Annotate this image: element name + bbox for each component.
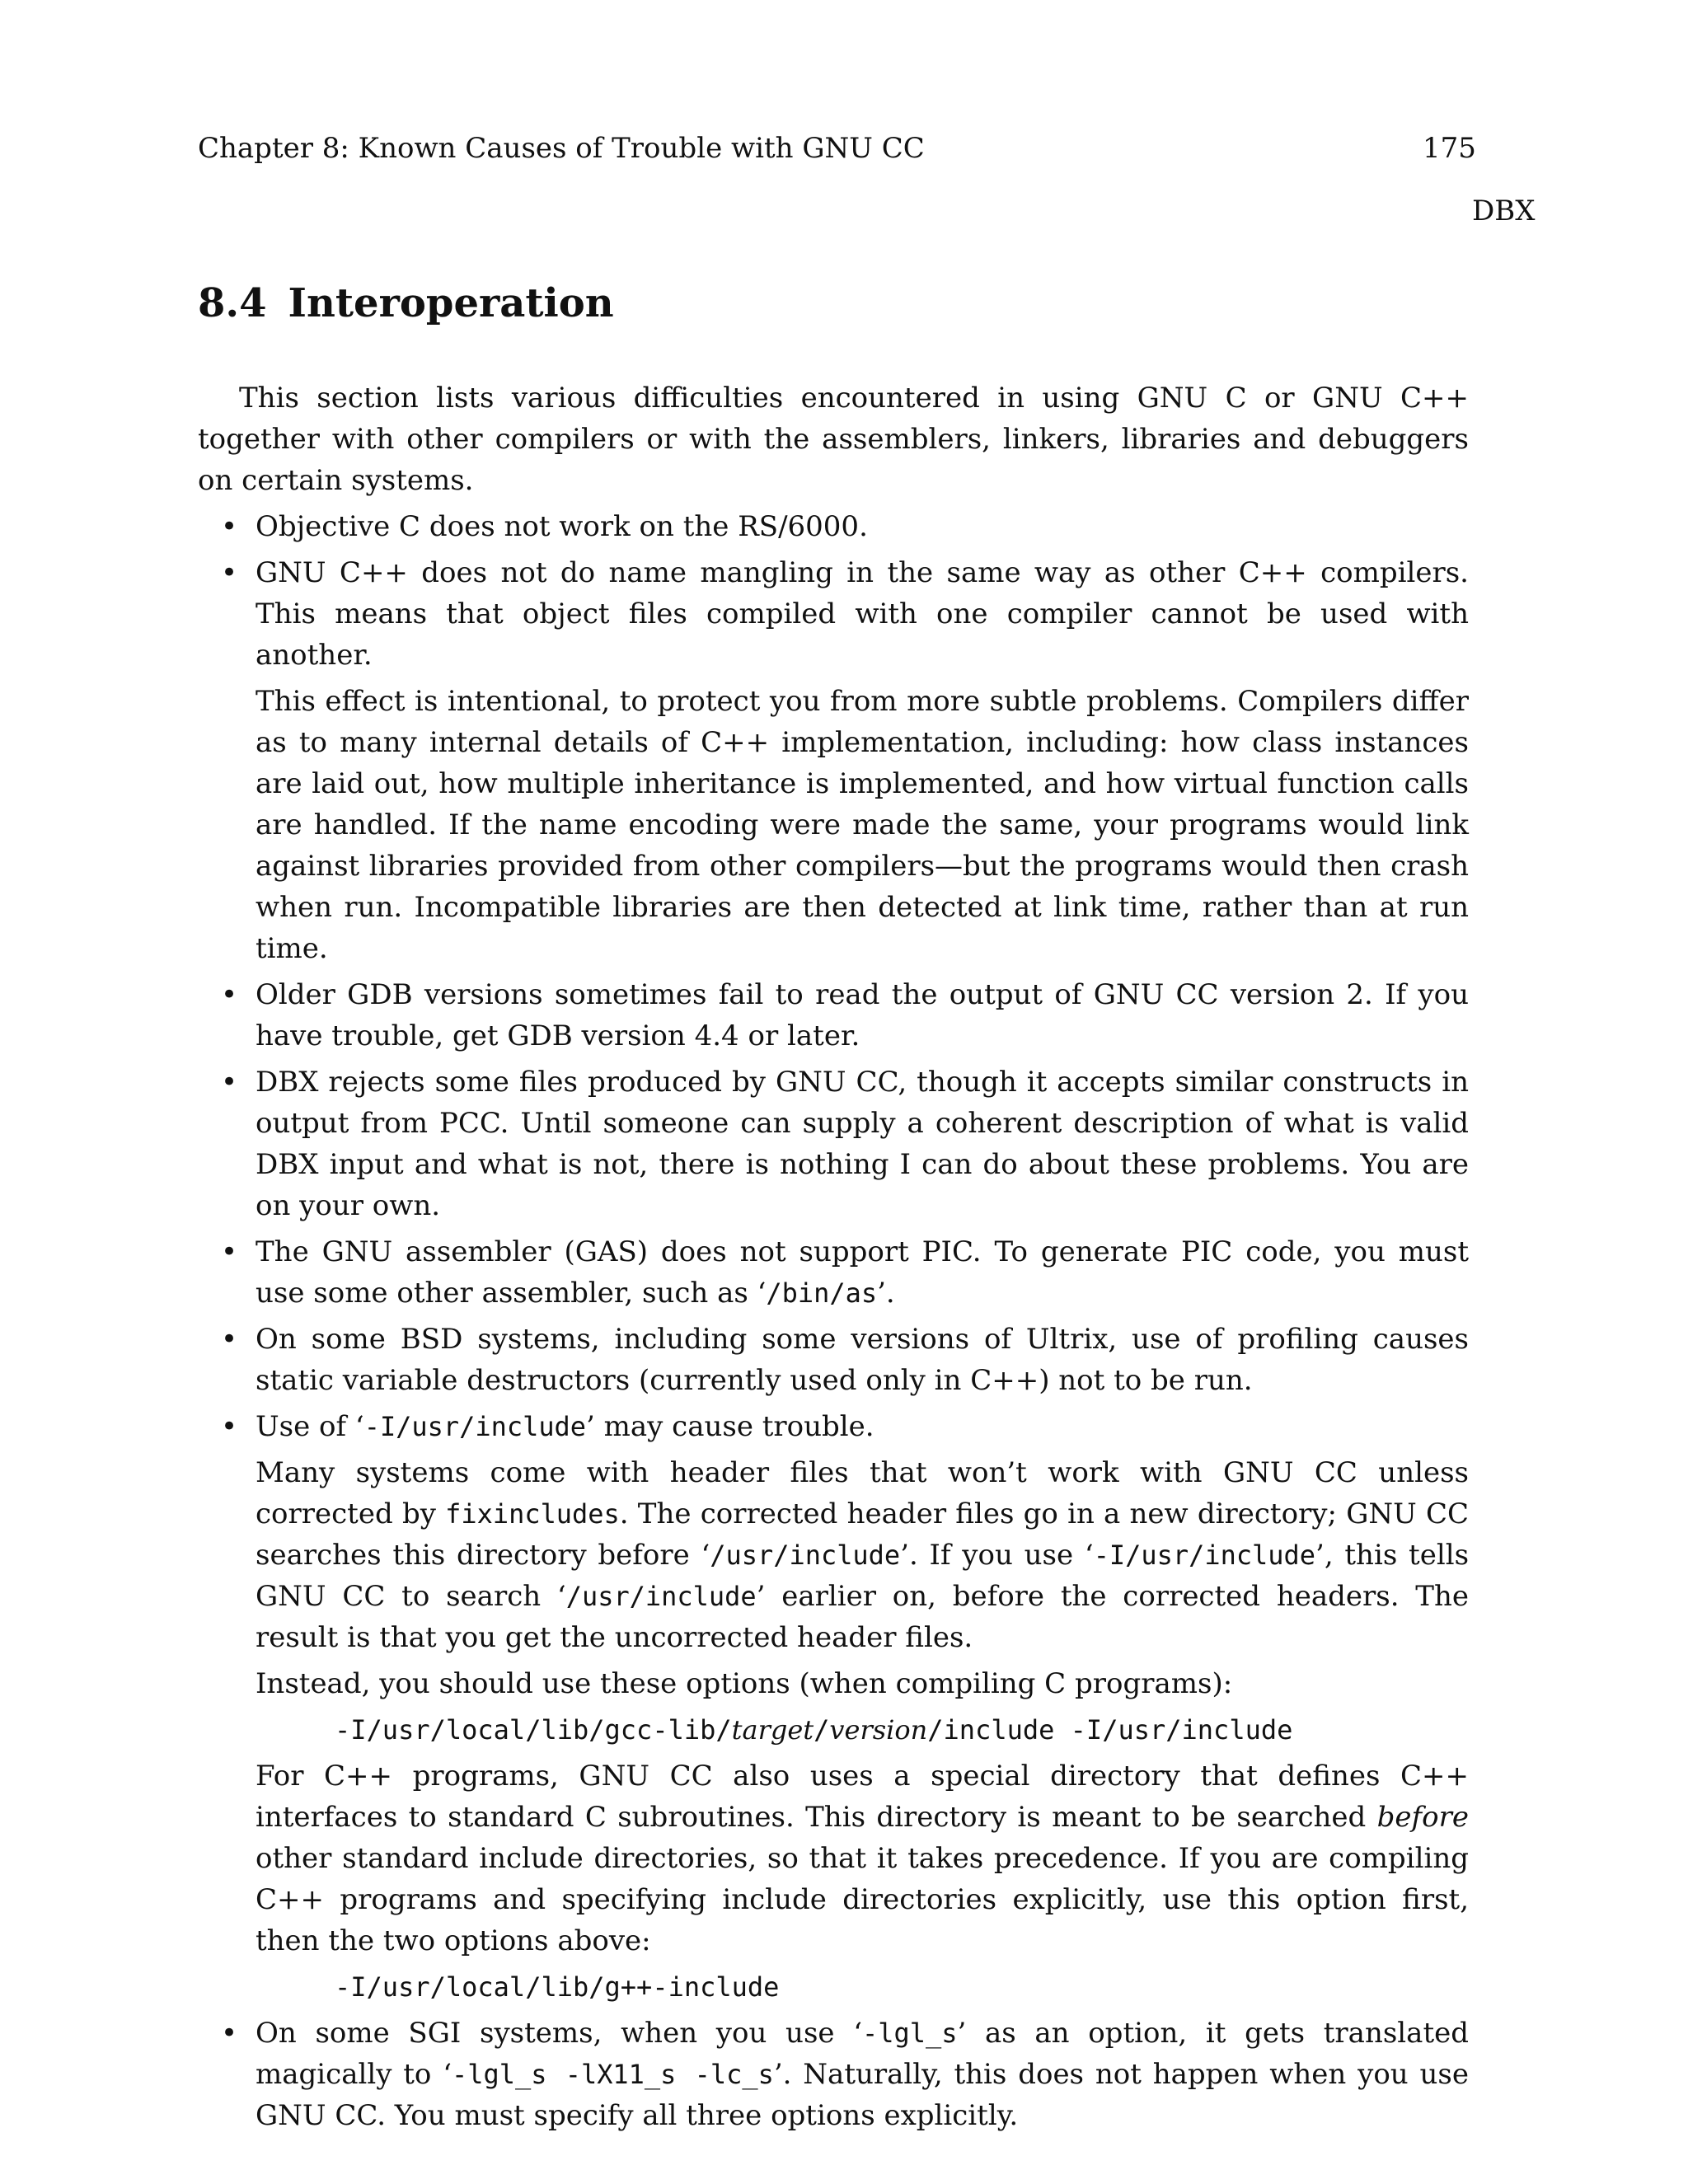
intro-text: This section lists various difficulties encountered in using GNU C or GNU C++ together with other compilers or with the assemblers, linkers, libraries and debuggers on certain systems.: [198, 382, 1469, 497]
item-text-continued: For C++ programs, GNU CC also uses a special directory that defines C++ interfaces to standard C subroutines. This directory is meant to be searched before other standard include directories, so that it takes precedence. If you are compiling C++ programs and specifying include directories explicitly, use this option first, then the two options above:: [256, 1760, 1469, 1957]
running-header-chapter: Chapter 8: Known Causes of Trouble with GNU CC: [198, 132, 925, 165]
margin-note: DBX: [1472, 194, 1536, 227]
code-path: /usr/include: [710, 1540, 901, 1571]
list-item-gas: [198, 1231, 1469, 1314]
item-text: Objective C does not work on the RS/6000.: [256, 510, 868, 543]
list-item-mangling: [198, 552, 1469, 969]
code-example: -I/usr/local/lib/gcc-lib/target/version/include -I/usr/include: [335, 1714, 1293, 1746]
item-text: GNU C++ does not do name mangling in the same way as other C++ compilers. This means that object files compiled with one compiler cannot be used with another.: [256, 556, 1469, 672]
item-text-continued: This effect is intentional, to protect you from more subtle problems. Compilers differ as to many internal details of C++ implementation, including: how class instances are laid out, how multiple inheritance is implemented, and how virtual function calls are handled. If the name encoding were made the same, your programs would link against libraries provided from other compilers—but the programs would then crash when run. Incompatible libraries are then detected at link time, rather than at run time.: [256, 685, 1469, 965]
bullet-list: [198, 506, 1469, 2141]
code-option: -I/usr/include: [1093, 1540, 1316, 1571]
code-placeholder: version: [829, 1714, 928, 1746]
list-item-bsd: [198, 1319, 1469, 1401]
code-example: -I/usr/local/lib/g++-include: [335, 1971, 780, 2003]
bullet-icon: •: [221, 556, 238, 589]
item-text: DBX rejects some files produced by GNU CC, though it accepts similar constructs in output from PCC. Until someone can supply a coherent description of what is valid DBX input and what is not, there is nothing I can do about these problems. You are on your own.: [256, 1066, 1469, 1222]
item-text-continued: Instead, you should use these options (when compiling C programs):: [256, 1667, 1233, 1700]
emphasis: before: [1376, 1801, 1469, 1834]
bullet-icon: •: [221, 1410, 238, 1443]
item-text-continued: Many systems come with header files that won’t work with GNU CC unless corrected by fixincludes. The corrected header files go in a new directory; GNU CC searches this directory before ‘/usr/include’. If you use ‘-I/usr/include’, this tells GNU CC to search ‘/usr/include’ earlier on, before the corrected headers. The result is that you get the uncorrected header files.: [256, 1456, 1470, 1654]
item-text: Use of ‘-I/usr/include’ may cause trouble.: [256, 1410, 874, 1443]
list-item-objc: [198, 506, 1469, 547]
list-item-include: [198, 1406, 1469, 2008]
code-placeholder: target: [731, 1714, 814, 1746]
item-text: The GNU assembler (GAS) does not support PIC. To generate PIC code, you must use some other assembler, such as ‘/bin/as’.: [256, 1235, 1469, 1310]
bullet-icon: •: [221, 2017, 238, 2050]
code-option: -lgl_s -lX11_s -lc_s: [452, 2059, 774, 2090]
section-title: Interoperation: [288, 280, 614, 326]
bullet-icon: •: [221, 1235, 238, 1268]
item-text: On some SGI systems, when you use ‘-lgl_s’ as an option, it gets translated magically to ‘-lgl_s -lX11_s -lc_s’. Naturally, this does not happen when you use GNU CC. You must specify all three options explicitly.: [256, 2017, 1469, 2132]
code-option: -I/usr/include: [363, 1411, 587, 1442]
bullet-icon: •: [221, 1323, 238, 1356]
code-command: fixincludes: [445, 1498, 620, 1530]
bullet-icon: •: [221, 978, 238, 1011]
section-number: 8.4: [198, 280, 267, 326]
item-text: On some BSD systems, including some versions of Ultrix, use of profiling causes static variable destructors (currently used only in C++) not to be run.: [256, 1323, 1469, 1397]
page-number: 175: [1423, 132, 1476, 165]
list-item-dbx: [198, 1062, 1469, 1226]
list-item-sgi: [198, 2013, 1469, 2136]
item-text: Older GDB versions sometimes fail to read the output of GNU CC version 2. If you have trouble, get GDB version 4.4 or later.: [256, 978, 1469, 1052]
code-path: /bin/as: [766, 1277, 878, 1309]
section-heading: [198, 279, 614, 328]
list-item-gdb: [198, 974, 1469, 1057]
code-option: -lgl_s: [862, 2018, 958, 2049]
bullet-icon: •: [221, 1066, 238, 1099]
bullet-icon: •: [221, 510, 238, 543]
code-path: /usr/include: [565, 1581, 757, 1612]
intro-paragraph: [198, 377, 1469, 501]
